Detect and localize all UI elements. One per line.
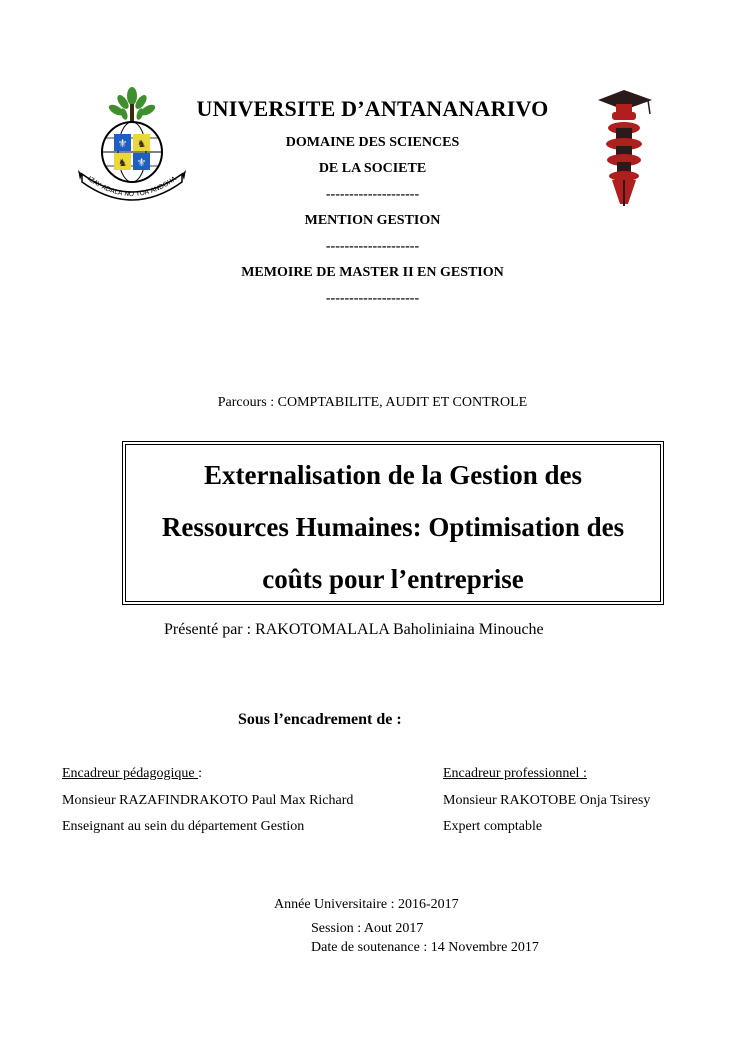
parcours-line: Parcours : COMPTABILITE, AUDIT ET CONTROLE bbox=[217, 395, 528, 410]
title-line-1: Externalisation de la Gestion des bbox=[203, 460, 582, 490]
mention: MENTION GESTION bbox=[304, 213, 441, 228]
thesis-title-box bbox=[125, 444, 661, 602]
title-line-2: Ressources Humaines: Optimisation des bbox=[161, 512, 625, 542]
session: Session : Aout 2017 bbox=[311, 921, 424, 936]
academic-year: Année Universitaire : 2016-2017 bbox=[274, 897, 459, 912]
professional-supervisor-position: Expert comptable bbox=[443, 819, 543, 834]
supervision-heading: Sous l’encadrement de : bbox=[238, 711, 402, 728]
separator-1: -------------------- bbox=[325, 187, 420, 202]
defense-date: Date de soutenance : 14 Novembre 2017 bbox=[311, 940, 539, 955]
domain-line-2: DE LA SOCIETE bbox=[318, 161, 427, 176]
pedagogical-supervisor-position: Enseignant au sein du département Gestion bbox=[62, 819, 305, 834]
professional-supervisor-name: Monsieur RAKOTOBE Onja Tsiresy bbox=[443, 793, 651, 808]
svg-text:♞: ♞ bbox=[137, 139, 146, 150]
pedagogical-supervisor-name: Monsieur RAZAFINDRAKOTO Paul Max Richard bbox=[62, 793, 354, 808]
domain-line-1: DOMAINE DES SCIENCES bbox=[285, 135, 460, 150]
svg-text:♞: ♞ bbox=[118, 158, 127, 169]
title-line-3: coûts pour l’entreprise bbox=[262, 564, 524, 594]
separator-3: -------------------- bbox=[325, 291, 420, 306]
thesis-title bbox=[126, 449, 660, 605]
pedagogical-supervisor-role: Encadreur pédagogique : bbox=[62, 766, 202, 781]
svg-text:⚜: ⚜ bbox=[136, 156, 147, 169]
svg-text:⚜: ⚜ bbox=[117, 137, 128, 150]
separator-2: -------------------- bbox=[325, 239, 420, 254]
university-name: UNIVERSITE D’ANTANANARIVO bbox=[196, 96, 549, 121]
degree-line: MEMOIRE DE MASTER II EN GESTION bbox=[241, 265, 504, 280]
motto-text: IZAY ADALA NO TOA ANDOHA bbox=[86, 174, 178, 199]
professional-supervisor-role: Encadreur professionnel : bbox=[443, 766, 587, 781]
presented-by: Présenté par : RAKOTOMALALA Baholiniaina Minouche bbox=[164, 621, 544, 638]
